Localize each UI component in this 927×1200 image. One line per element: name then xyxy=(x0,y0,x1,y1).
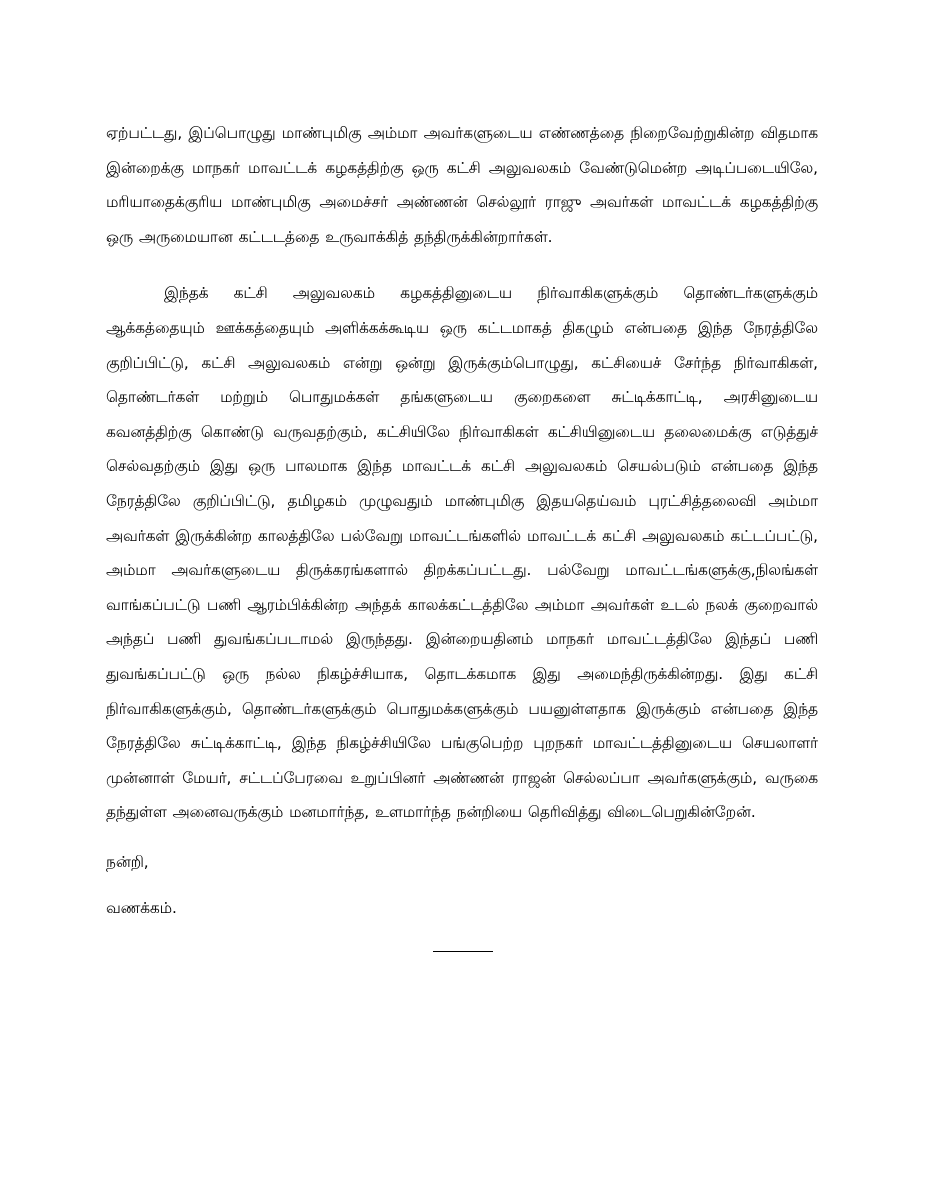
document-page xyxy=(106,116,818,918)
paragraph-continuation: ஏற்பட்டது, இப்பொழுது மாண்புமிகு அம்மா அவர்களுடைய எண்ணத்தை நிறைவேற்றுகின்ற விதமாக இன்றைக்கு மாநகர் மாவட்டக் கழகத்திற்கு ஒரு கட்சி அலுவலகம் வேண்டுமென்ற அடிப்படையிலே, மரியாதைக்குரிய மாண்புமிகு அமைச்சர் அண்ணன் செல்லூர் ராஜு அவர்கள் மாவட்டக் கழகத்திற்கு ஒரு அருமையான கட்டடத்தை உருவாக்கித் தந்திருக்கின்றார்கள். xyxy=(106,124,818,246)
closing-thanks: நன்றி, xyxy=(106,852,149,871)
paragraph-main: இந்தக் கட்சி அலுவலகம் கழகத்தினுடைய நிர்வாகிகளுக்கும் தொண்டர்களுக்கும் ஆக்கத்தையும் ஊக்கத்தையும் அளிக்கக்கூடிய ஒரு கட்டமாகத் திகழும் என்பதை இந்த நேரத்திலே குறிப்பிட்டு, கட்சி அலுவலகம் என்று ஒன்று இருக்கும்பொழுது, கட்சியைச் சேர்ந்த நிர்வாகிகள், தொண்டர்கள் மற்றும் பொதுமக்கள் தங்களுடைய குறைகளை சுட்டிக்காட்டி, அரசினுடைய கவனத்திற்கு கொண்டு வருவதற்கும், கட்சியிலே நிர்வாகிகள் கட்சியினுடைய தலைமைக்கு எடுத்துச் செல்வதற்கும் இது ஒரு பாலமாக இந்த மாவட்டக் கட்சி அலுவலகம் செயல்படும் என்பதை இந்த நேரத்திலே குறிப்பிட்டு, தமிழகம் முழுவதும் மாண்புமிகு இதயதெய்வம் புரட்சித்தலைவி அம்மா அவர்கள் இருக்கின்ற காலத்திலே பல்வேறு மாவட்டங்களில் மாவட்டக் கட்சி அலுவலகம் கட்டப்பட்டு, அம்மா அவர்களுடைய திருக்கரங்களால் திறக்கப்பட்டது. பல்வேறு மாவட்டங்களுக்கு,நிலங்கள் வாங்கப்பட்டு பணி ஆரம்பிக்கின்ற அந்தக் காலக்கட்டத்திலே அம்மா அவர்கள் உடல் நலக் குறைவால் அந்தப் பணி துவங்கப்படாமல் இருந்தது. இன்றையதினம் மாநகர் மாவட்டத்திலே இந்தப் பணி துவங்கப்பட்டு ஒரு நல்ல நிகழ்ச்சியாக, தொடக்கமாக இது அமைந்திருக்கின்றது. இது கட்சி நிர்வாகிகளுக்கும், தொண்டர்களுக்கும் பொதுமக்களுக்கும் பயனுள்ளதாக இருக்கும் என்பதை இந்த நேரத்திலே சுட்டிக்காட்டி, இந்த நிகழ்ச்சியிலே பங்குபெற்ற புறநகர் மாவட்டத்தினுடைய செயலாளர் முன்னாள் மேயர், சட்டப்பேரவை உறுப்பினர் அண்ணன் ராஜன் செல்லப்பா அவர்களுக்கும், வருகை தந்துள்ள அனைவருக்கும் மனமார்ந்த, உளமார்ந்த நன்றியை தெரிவித்து விடைபெறுகின்றேன். xyxy=(106,284,818,822)
end-of-document-rule xyxy=(433,951,493,952)
closing-greeting: வணக்கம். xyxy=(106,898,177,917)
